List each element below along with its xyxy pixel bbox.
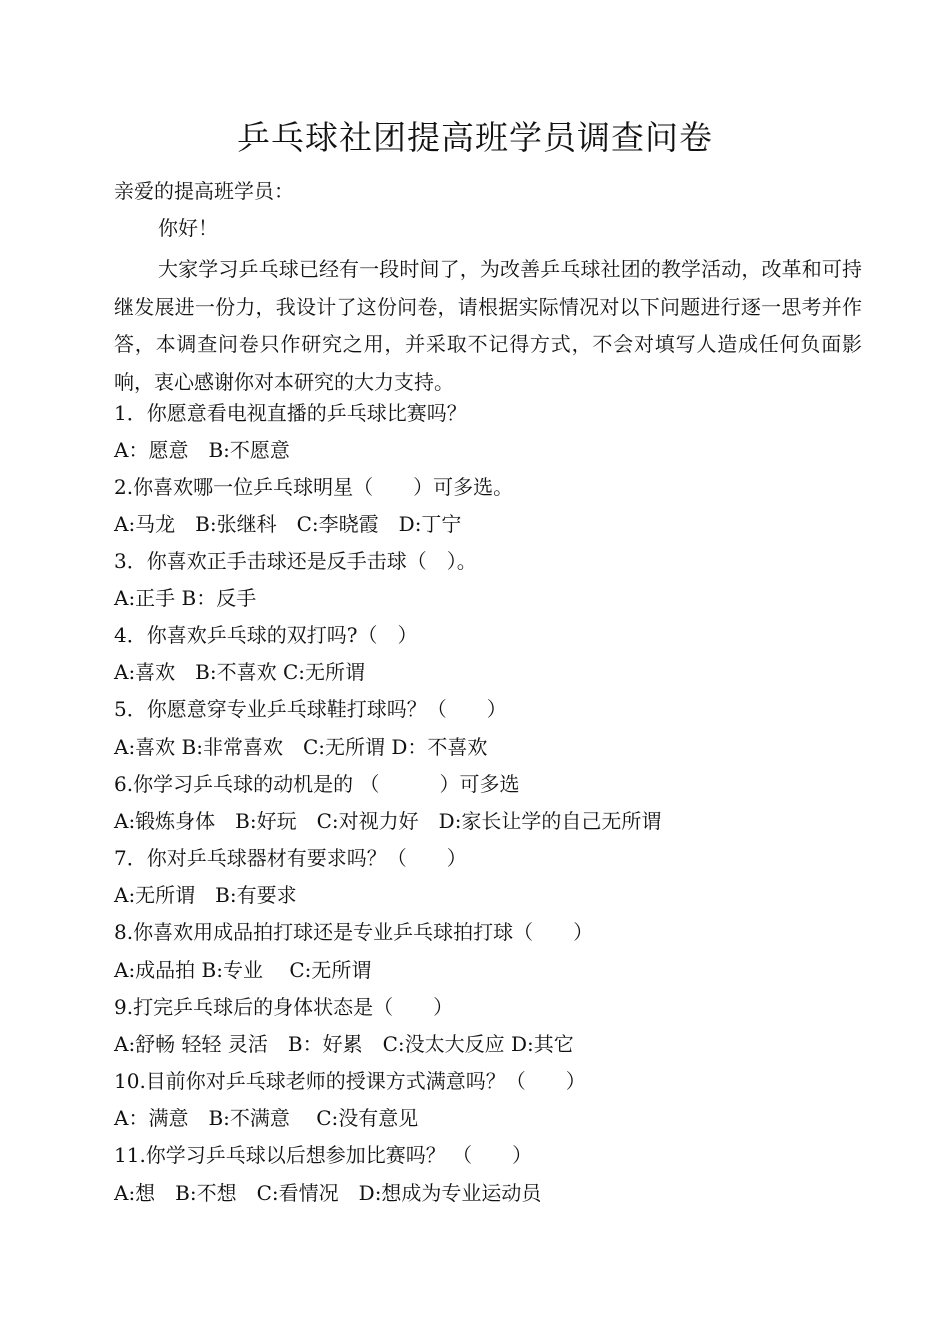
question-5: 5．你愿意穿专业乒乓球鞋打球吗？（ ） [114,697,507,721]
answer-options-4: A:喜欢 B:不喜欢 C:无所谓 [114,660,366,684]
question-6: 6.你学习乒乓球的动机是的 （ ）可多选 [114,772,520,796]
greeting: 你好！ [158,216,218,240]
answer-options-3: A:正手 B：反手 [114,586,257,610]
question-10: 10.目前你对乒乓球老师的授课方式满意吗？（ ） [114,1069,586,1093]
answer-options-1: A：愿意 B:不愿意 [114,438,290,462]
answer-options-6: A:锻炼身体 B:好玩 C:对视力好 D:家长让学的自己无所谓 [114,809,662,833]
question-4: 4．你喜欢乒乓球的双打吗?（ ） [114,623,418,647]
answer-options-8: A:成品拍 B:专业 C:无所谓 [114,958,372,982]
question-7: 7．你对乒乓球器材有要求吗？（ ） [114,846,467,870]
question-3: 3．你喜欢正手击球还是反手击球（ ）。 [114,549,477,573]
question-8: 8.你喜欢用成品拍打球还是专业乒乓球拍打球（ ） [114,920,594,944]
answer-options-2: A:马龙 B:张继科 C:李晓霞 D:丁宁 [114,512,462,536]
question-2: 2.你喜欢哪一位乒乓球明星（ ）可多选。 [114,475,514,499]
question-9: 9.打完乒乓球后的身体状态是（ ） [114,995,454,1019]
salutation: 亲爱的提高班学员： [114,179,294,203]
question-1: 1．你愿意看电视直播的乒乓球比赛吗？ [114,401,467,425]
answer-options-11: A:想 B:不想 C:看情况 D:想成为专业运动员 [114,1181,542,1205]
page-title: 乒乓球社团提高班学员调查问卷 [237,118,713,157]
answer-options-7: A:无所谓 B:有要求 [114,883,297,907]
answer-options-9: A:舒畅 轻轻 灵活 B：好累 C:没太大反应 D:其它 [114,1032,574,1056]
question-11: 11.你学习乒乓球以后想参加比赛吗？ （ ） [114,1143,533,1167]
intro-paragraph: 大家学习乒乓球已经有一段时间了，为改善乒乓球社团的教学活动，改革和可持继发展进一份力，我设计了这份问卷，请根据实际情况对以下问题进行逐一思考并作答，本调查问卷只作研究之用，并采取不记得方式，不会对填写人造成任何负面影响，衷心感谢你对本研究的大力支持。 [114,257,862,394]
answer-options-10: A：满意 B:不满意 C:没有意见 [114,1106,419,1130]
answer-options-5: A:喜欢 B:非常喜欢 C:无所谓 D：不喜欢 [114,735,488,759]
